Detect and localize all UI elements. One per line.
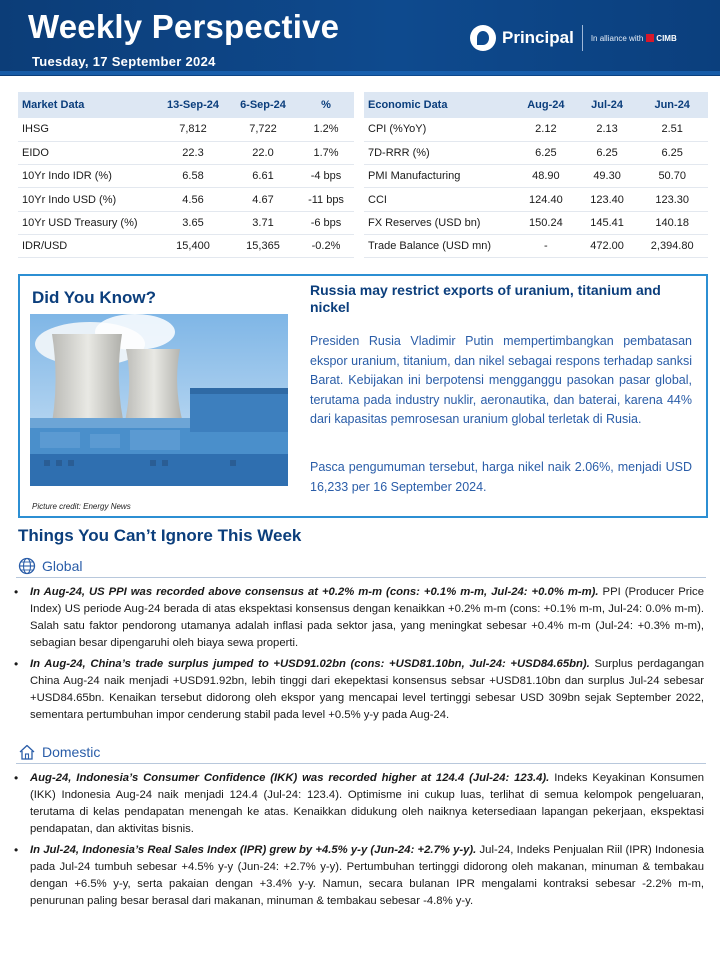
table-cell: 2,394.80: [636, 234, 708, 257]
list-item: [14, 842, 704, 910]
table-cell: 124.40: [514, 188, 578, 211]
table-cell: 6.61: [228, 165, 298, 188]
power-plant-photo: [30, 314, 288, 486]
table-cell: 22.0: [228, 141, 298, 164]
news-headline: Russia may restrict exports of uranium, titanium and nickel: [310, 282, 661, 315]
table-cell: 48.90: [514, 165, 578, 188]
bullet-lead: In Aug-24, China’s trade surplus jumped to +USD91.02bn (cons: +USD81.10bn, Jul-24: +USD84.65bn).: [30, 658, 590, 670]
table-cell: 2.51: [636, 118, 708, 141]
table-cell: -11 bps: [298, 188, 354, 211]
brand-name: Principal: [502, 28, 574, 47]
table-cell: 4.56: [158, 188, 228, 211]
table-cell: 1.7%: [298, 141, 354, 164]
table-cell: -0.2%: [298, 234, 354, 257]
table-row: [18, 141, 354, 164]
table-cell: 50.70: [636, 165, 708, 188]
news-paragraph: Pasca pengumuman tersebut, harga nikel naik 2.06%, menjadi USD 16,233 per 16 September 2024.: [310, 460, 692, 494]
list-item: [14, 584, 704, 652]
table-cell: 3.65: [158, 211, 228, 234]
economic-data-table: [364, 92, 708, 258]
section-title: Things You Can’t Ignore This Week: [18, 526, 302, 545]
table-row: [18, 234, 354, 257]
domestic-subheading: [18, 742, 100, 762]
table-header-cell: Economic Data: [364, 92, 514, 118]
did-you-know-title: Did You Know?: [32, 288, 157, 307]
divider-line: [16, 577, 706, 578]
table-cell: FX Reserves (USD bn): [364, 211, 514, 234]
table-cell: 10Yr Indo IDR (%): [18, 165, 158, 188]
table-cell: 123.40: [578, 188, 637, 211]
global-subheading: [18, 556, 82, 576]
table-cell: 150.24: [514, 211, 578, 234]
table-cell: 2.12: [514, 118, 578, 141]
table-cell: 15,400: [158, 234, 228, 257]
table-cell: 2.13: [578, 118, 637, 141]
power-plant-illustration: [30, 314, 288, 486]
table-cell: 10Yr Indo USD (%): [18, 188, 158, 211]
table-cell: 10Yr USD Treasury (%): [18, 211, 158, 234]
table-cell: 6.25: [578, 141, 637, 164]
table-cell: 1.2%: [298, 118, 354, 141]
table-header-row: [18, 92, 354, 118]
table-row: [364, 165, 708, 188]
table-cell: PMI Manufacturing: [364, 165, 514, 188]
table-row: [364, 211, 708, 234]
table-cell: EIDO: [18, 141, 158, 164]
table-header-cell: 6-Sep-24: [228, 92, 298, 118]
table-cell: 49.30: [578, 165, 637, 188]
table-cell: 472.00: [578, 234, 637, 257]
news-paragraph: Presiden Rusia Vladimir Putin mempertimbangkan pembatasan ekspor uranium, titanium, dan nikel sebagai respons terhadap sanksi Barat. Kebijakan ini berpotensi mengganggu pasokan pasar global, terutama pada industry nuklir, aeronautika, dan baterai, karena 44% dari kapasitas pemrosesan uranium global terletak di Rusia.: [310, 334, 692, 426]
global-label: Global: [42, 558, 83, 574]
principal-logo-icon: [470, 25, 496, 51]
bullet-text: Jul-24, Indeks Penjualan Riil (IPR) Indonesia pada Jul-24 tumbuh sebesar +4.5% y-y (Jun-24: +2.7% y-y). Pertumbuhan tertinggi didorong oleh makanan, minuman & tembakau dengan +6.5% y-y, serta pakaian dengan +3.4% y-y. Namun, secara bulanan IPR mengalami kontraksi sebesar -2.2% m-m, penurunan paling besar berasal dari makanan, minuman & tembakau sebesar -4.8% y-y.: [30, 844, 704, 907]
table-header-cell: 13-Sep-24: [158, 92, 228, 118]
table-cell: 6.25: [514, 141, 578, 164]
divider-line: [16, 763, 706, 764]
partner-name: CIMB: [656, 33, 677, 43]
table-header-cell: Market Data: [18, 92, 158, 118]
header-banner: [0, 0, 720, 76]
table-cell: 7,812: [158, 118, 228, 141]
did-you-know-box: [18, 274, 708, 518]
list-item: [14, 656, 704, 724]
list-item: [14, 770, 704, 838]
table-row: [18, 188, 354, 211]
globe-icon: [18, 557, 36, 575]
bullet-lead: In Aug-24, US PPI was recorded above consensus at +0.2% m-m (cons: +0.1% m-m, Jul-24: +0.0% m-m).: [30, 586, 599, 598]
table-row: [364, 118, 708, 141]
table-cell: -4 bps: [298, 165, 354, 188]
bullet-lead: In Jul-24, Indonesia’s Real Sales Index (IPR) grew by +4.5% y-y (Jun-24: +2.7% y-y).: [30, 844, 477, 856]
table-cell: 7,722: [228, 118, 298, 141]
bullet-text: PPI (Producer Price Index) US periode Aug-24 berada di atas ekspektasi konsensus dengan kenaikkan +0.2% m-m (cons: +0.1% m-m, Jul-24: 0.0% m-m). Salah satu faktor pendorong utamanya adalah inflasi pada sektor jasa, yang meningkat sebesar +0.4% m-m (Jul-24: +0.3% m-m), sebagian besar dipengaruhi oleh biaya sewa properti.: [30, 586, 704, 649]
home-icon: [18, 743, 36, 761]
bullet-text: Indeks Keyakinan Konsumen (IKK) Indonesia Aug-24 naik menjadi 124.4 (Jul-24: 123.4). Optimisme ini cukup luas, terlihat di semua kelompok pengeluaran, terutama di kelas pendapatan menengah ke atas. Kenaikkan didukung oleh naiknya ketersediaan lapangan pekerjaan, ekspektasi pendapatan, dan aktivitas bisnis.: [30, 772, 705, 835]
bullet-lead: Aug-24, Indonesia’s Consumer Confidence (IKK) was recorded higher at 124.4 (Jul-24: 123.4).: [30, 772, 550, 784]
table-header-row: [364, 92, 708, 118]
table-cell: 22.3: [158, 141, 228, 164]
table-row: [364, 141, 708, 164]
table-header-cell: Aug-24: [514, 92, 578, 118]
brand-divider: [582, 25, 583, 51]
table-cell: CPI (%YoY): [364, 118, 514, 141]
table-cell: -6 bps: [298, 211, 354, 234]
table-cell: Trade Balance (USD mn): [364, 234, 514, 257]
table-row: [364, 234, 708, 257]
table-cell: 4.67: [228, 188, 298, 211]
photo-credit: Picture credit: Energy News: [32, 502, 131, 511]
table-cell: 15,365: [228, 234, 298, 257]
table-header-cell: Jun-24: [636, 92, 708, 118]
table-cell: 145.41: [578, 211, 637, 234]
table-cell: 123.30: [636, 188, 708, 211]
table-row: [18, 211, 354, 234]
table-header-cell: Jul-24: [578, 92, 637, 118]
bullet-text: Surplus perdagangan China Aug-24 naik menjadi +USD91.92bn, lebih tinggi dari ekepektasi konsensus sebsar +USD81.10bn dan surplus Jul-24 sebesar +USD84.65bn. Kenaikan tersebut didorong oleh ekspor yang mencapai level tertinggi sebesar USD 309bn sejak September 2022, sementara pertumbuhan impor cenderung stabil pada level +0.5% y-y pada Aug-24.: [30, 658, 704, 721]
table-header-cell: %: [298, 92, 354, 118]
table-cell: 6.25: [636, 141, 708, 164]
domestic-label: Domestic: [42, 744, 101, 760]
table-row: [18, 165, 354, 188]
table-cell: IHSG: [18, 118, 158, 141]
table-cell: 3.71: [228, 211, 298, 234]
market-data-table: [18, 92, 354, 258]
cimb-logo-icon: [646, 34, 654, 42]
table-cell: 7D-RRR (%): [364, 141, 514, 164]
table-cell: 6.58: [158, 165, 228, 188]
alliance-text: In alliance with: [590, 33, 644, 43]
table-row: [18, 118, 354, 141]
publication-date: Tuesday, 17 September 2024: [32, 54, 216, 69]
table-cell: 140.18: [636, 211, 708, 234]
table-cell: IDR/USD: [18, 234, 158, 257]
page-title: Weekly Perspective: [28, 8, 340, 45]
header-divider: [0, 71, 720, 75]
table-row: [364, 188, 708, 211]
table-cell: CCI: [364, 188, 514, 211]
table-cell: -: [514, 234, 578, 257]
brand-lockup: [470, 22, 677, 54]
